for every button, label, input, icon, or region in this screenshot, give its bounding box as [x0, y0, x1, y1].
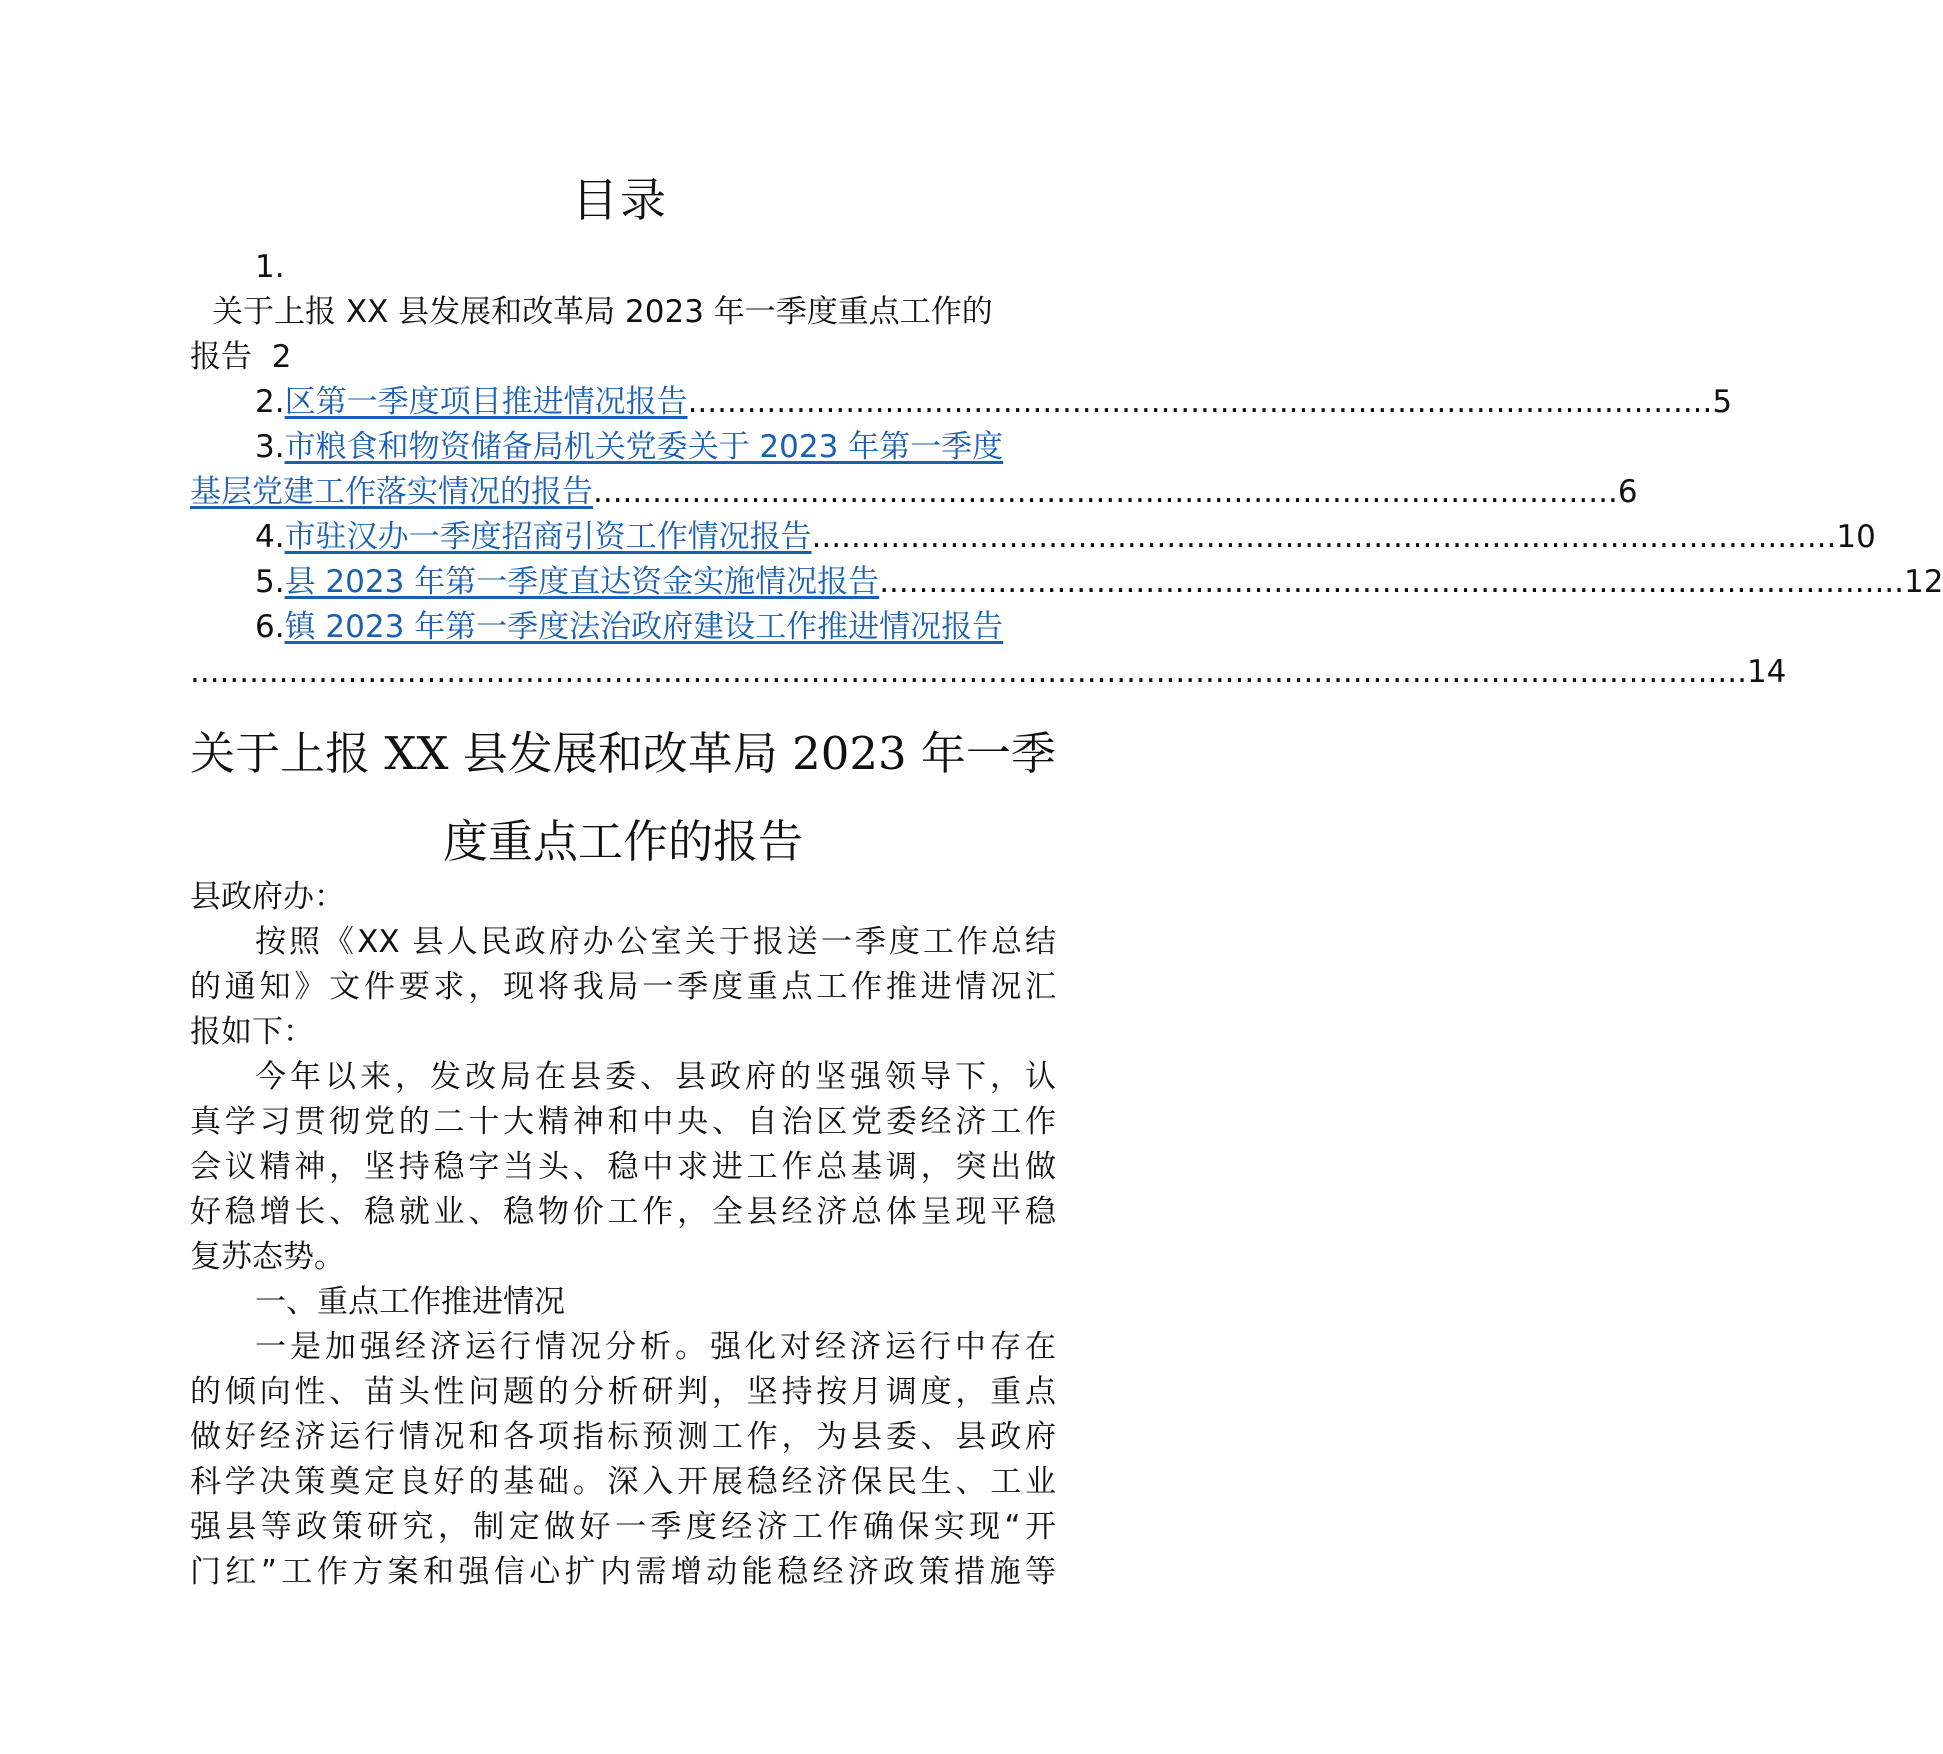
toc-entry-1-number: 1. — [255, 249, 285, 285]
document-body — [190, 875, 1056, 1595]
toc-entry-3-link-cont[interactable]: 基层党建工作落实情况的报告 — [190, 474, 593, 510]
toc-entry-1-title[interactable]: 关于上报 XX 县发展和改革局 2023 年一季度重点工作的 — [212, 294, 993, 330]
toc-leader-dots: .............................................................................................................................................................. — [190, 654, 1747, 690]
paragraph-2-line: 好稳增长、稳就业、稳物价工作，全县经济总体呈现平稳 — [190, 1194, 1056, 1230]
toc-leader-dots: ........................................................................................................ — [879, 564, 1905, 600]
section-heading: 一、重点工作推进情况 — [255, 1284, 565, 1320]
toc-entry-6-line2[interactable] — [190, 650, 1787, 695]
toc-entry-3-page: 6 — [1617, 474, 1638, 510]
table-of-contents — [190, 245, 1943, 695]
toc-entry-1-tail[interactable] — [190, 335, 1056, 380]
paragraph-3-line: 的倾向性、苗头性问题的分析研判，坚持按月调度，重点 — [190, 1374, 1056, 1410]
toc-entry-5-link[interactable]: 县 2023 年第一季度直达资金实施情况报告 — [284, 564, 880, 600]
toc-entry-3-link[interactable]: 市粮食和物资储备局机关党委关于 2023 年第一季度 — [284, 429, 1004, 465]
toc-entry-2[interactable] — [190, 380, 1733, 425]
toc-entry-2-page: 5 — [1712, 384, 1733, 420]
paragraph-2-line: 复苏态势。 — [190, 1239, 345, 1275]
paragraph-3-line: 一是加强经济运行情况分析。强化对经济运行中存在 — [255, 1329, 1056, 1365]
document-title — [190, 710, 1056, 886]
toc-leader-dots: ........................................................................................................ — [593, 474, 1618, 510]
paragraph-2-line: 真学习贯彻党的二十大精神和中央、自治区党委经济工作 — [190, 1104, 1056, 1140]
toc-entry-2-number: 2. — [255, 384, 285, 420]
toc-heading: 目录 — [572, 173, 668, 227]
paragraph-3-line: 门红”工作方案和强信心扩内需增动能稳经济政策措施等 — [190, 1554, 1056, 1590]
toc-entry-6-link[interactable]: 镇 2023 年第一季度法治政府建设工作推进情况报告 — [284, 609, 1004, 645]
toc-entry-2-link[interactable]: 区第一季度项目推进情况报告 — [284, 384, 688, 420]
toc-leader-dots: ........................................................................................................ — [811, 519, 1837, 555]
paragraph-3-line: 强县等政策研究，制定做好一季度经济工作确保实现“开 — [190, 1509, 1056, 1545]
paragraph-1-line: 报如下： — [190, 1014, 314, 1050]
toc-entry-1-page: 2 — [271, 339, 292, 375]
paragraph-1-line: 按照《XX 县人民政府办公室关于报送一季度工作总结 — [255, 924, 1056, 960]
toc-entry-5[interactable] — [190, 560, 1943, 605]
toc-entry-1-title-cont: 报告 — [190, 339, 252, 375]
paragraph-1-line: 的通知》文件要求，现将我局一季度重点工作推进情况汇 — [190, 969, 1056, 1005]
paragraph-2-line: 会议精神，坚持稳字当头、稳中求进工作总基调，突出做 — [190, 1149, 1056, 1185]
salutation: 县政府办： — [190, 879, 345, 915]
document-title-line-2: 度重点工作的报告 — [442, 815, 803, 868]
paragraph-2-line: 今年以来，发改局在县委、县政府的坚强领导下，认 — [255, 1059, 1056, 1095]
paragraph-3-line: 科学决策奠定良好的基础。深入开展稳经济保民生、工业 — [190, 1464, 1056, 1500]
toc-entry-4-number: 4. — [255, 519, 285, 555]
toc-entry-4[interactable] — [190, 515, 1876, 560]
paragraph-3-line: 做好经济运行情况和各项指标预测工作，为县委、县政府 — [190, 1419, 1056, 1455]
toc-entry-3-number: 3. — [255, 429, 285, 465]
toc-entry-6-number: 6. — [255, 609, 285, 645]
toc-entry-3-line2[interactable] — [190, 470, 1638, 515]
toc-entry-4-page: 10 — [1836, 519, 1876, 555]
toc-entry-4-link[interactable]: 市驻汉办一季度招商引资工作情况报告 — [284, 519, 812, 555]
toc-leader-dots: ........................................................................................................ — [687, 384, 1713, 420]
toc-entry-3-line1[interactable] — [190, 425, 1056, 470]
toc-entry-6-line1[interactable] — [190, 605, 1056, 650]
toc-entry-6-page: 14 — [1746, 654, 1787, 690]
document-title-line-1: 关于上报 XX 县发展和改革局 2023 年一季 — [190, 727, 1056, 780]
toc-entry-5-number: 5. — [255, 564, 285, 600]
toc-entry-5-page: 12 — [1904, 564, 1943, 600]
